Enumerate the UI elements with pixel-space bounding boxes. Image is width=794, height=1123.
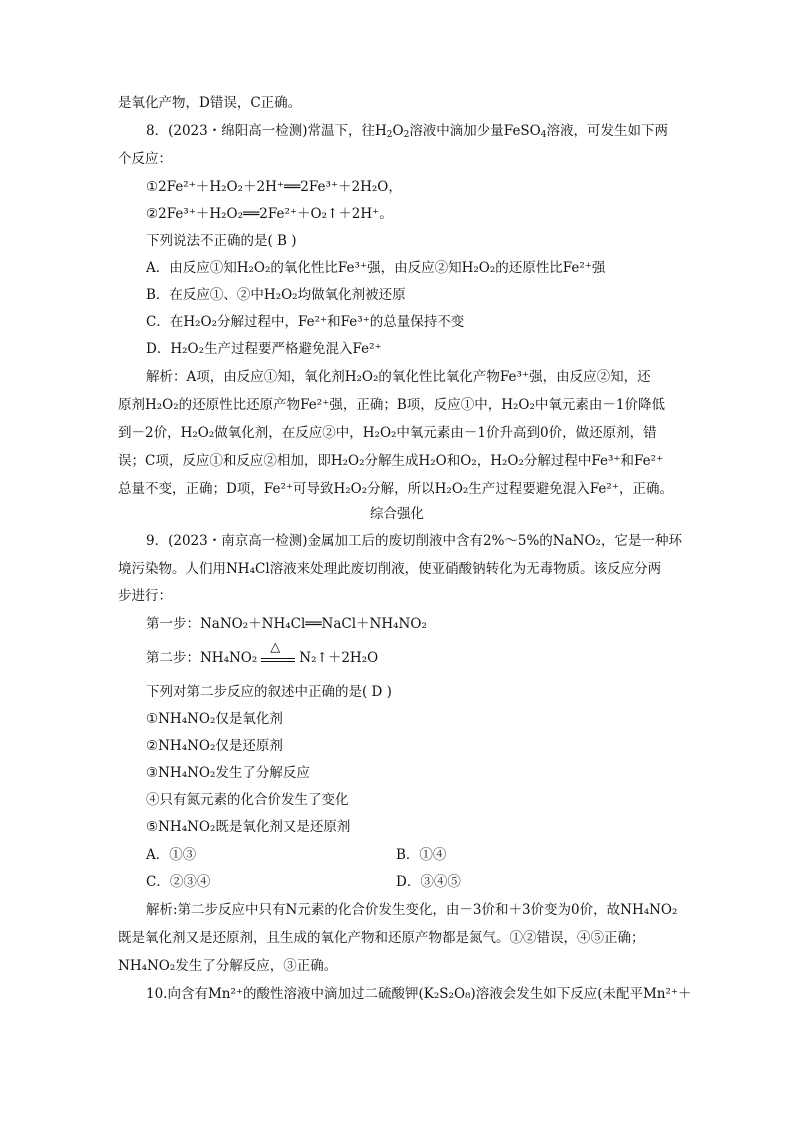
text-line: 步进行： xyxy=(118,588,172,604)
reaction-step-2 xyxy=(146,639,379,668)
statement-5: ⑤NH₄NO₂既是氧化剂又是还原剂 xyxy=(146,819,351,835)
explanation-line: 既是氧化剂又是还原剂，且生成的氧化产物和还原产物都是氮气。①②错误，④⑤正确； xyxy=(118,930,645,946)
statement-4: ④只有氮元素的化合价发生了变化 xyxy=(146,792,349,808)
heat-triangle-icon: △ xyxy=(270,639,281,655)
statement-2: ②NH₄NO₂仅是还原剂 xyxy=(146,738,283,754)
question-10-stem: 10.向含有Mn²⁺的酸性溶液中滴加过二硫酸钾(K₂S₂O₈)溶液会发生如下反应(未配平Mn²⁺＋ xyxy=(146,986,692,1002)
question-9-stem: 9．(2023・南京高一检测)金属加工后的废切削液中含有2%～5%的NaNO₂，它是一种环 xyxy=(146,533,682,549)
explanation-line: 解析：A项，由反应①知，氧化剂H₂O₂的氧化性比氧化产物Fe³⁺强，由反应②知，还 xyxy=(146,369,651,385)
option-b: B．①④ xyxy=(396,847,447,863)
subscript: 2 xyxy=(386,130,393,140)
reaction-2: ②2Fe³⁺＋H₂O₂══2Fe²⁺＋O₂↑＋2H⁺。 xyxy=(146,206,393,222)
text-segment: N₂↑＋2H₂O xyxy=(299,650,379,666)
option-a: A．由反应①知H₂O₂的氧化性比Fe³⁺强，由反应②知H₂O₂的还原性比Fe²⁺强 xyxy=(146,260,606,276)
explanation-line: 解析:第二步反应中只有N元素的化合价发生变化，由－3价和＋3价变为0价，故NH₄NO₂ xyxy=(146,902,678,918)
subscript: 4 xyxy=(540,130,547,140)
heat-equals-sign xyxy=(261,639,295,669)
text-segment: 溶液，可发生如下两 xyxy=(546,123,668,139)
explanation-line: 总量不变，正确；D项，Fe²⁺可导致H₂O₂分解，所以H₂O₂生产过程要避免混入Fe²⁺，正确。 xyxy=(118,481,673,497)
explanation-line: 到－2价，H₂O₂做氧化剂，在反应②中，H₂O₂中氧元素由－1价升高到0价，做还原剂，错 xyxy=(118,425,657,441)
text-line: 是氧化产物，D错误，C正确。 xyxy=(118,95,302,111)
question-8-stem xyxy=(146,121,668,141)
text-segment: 溶液中滴加少量FeSO xyxy=(409,123,541,139)
question-9-ask: 下列对第二步反应的叙述中正确的是( D ) xyxy=(146,684,392,700)
text-segment: 8．(2023・绵阳高一检测)常温下，往H xyxy=(146,123,387,139)
reaction-1: ①2Fe²⁺＋H₂O₂＋2H⁺══2Fe³⁺＋2H₂O， xyxy=(146,179,402,195)
option-c: C．在H₂O₂分解过程中，Fe²⁺和Fe³⁺的总量保持不变 xyxy=(146,314,465,330)
option-a: A．①③ xyxy=(146,847,197,863)
option-b: B．在反应①、②中H₂O₂均做氧化剂被还原 xyxy=(146,287,406,303)
statement-3: ③NH₄NO₂发生了分解反应 xyxy=(146,765,310,781)
statement-1: ①NH₄NO₂仅是氧化剂 xyxy=(146,711,283,727)
explanation-line: 原剂H₂O₂的还原性比还原产物Fe²⁺强，正确；B项，反应①中，H₂O₂中氧元素由－1价降低 xyxy=(118,397,665,413)
section-heading: 综合强化 xyxy=(370,506,424,522)
option-c: C．②③④ xyxy=(146,874,211,890)
question-8-ask: 下列说法不正确的是( B ) xyxy=(146,233,297,249)
option-d: D．H₂O₂生产过程要严格避免混入Fe²⁺ xyxy=(146,341,382,357)
subscript: 2 xyxy=(403,130,410,140)
reaction-step-1: 第一步：NaNO₂＋NH₄Cl══NaCl＋NH₄NO₂ xyxy=(146,616,427,632)
explanation-line: NH₄NO₂发生了分解反应，③正确。 xyxy=(118,958,338,974)
text-line: 个反应： xyxy=(118,151,172,167)
text-line: 境污染物。人们用NH₄Cl溶液来处理此废切削液，使亚硝酸钠转化为无毒物质。该反应分两 xyxy=(118,561,662,577)
text-segment: O xyxy=(392,123,404,139)
text-segment: 第二步：NH₄NO₂ xyxy=(146,650,258,666)
option-d: D．③④⑤ xyxy=(396,874,461,890)
explanation-line: 误；C项，反应①和反应②相加，即H₂O₂分解生成H₂O和O₂，H₂O₂分解过程中Fe³⁺和Fe²⁺ xyxy=(118,453,664,469)
